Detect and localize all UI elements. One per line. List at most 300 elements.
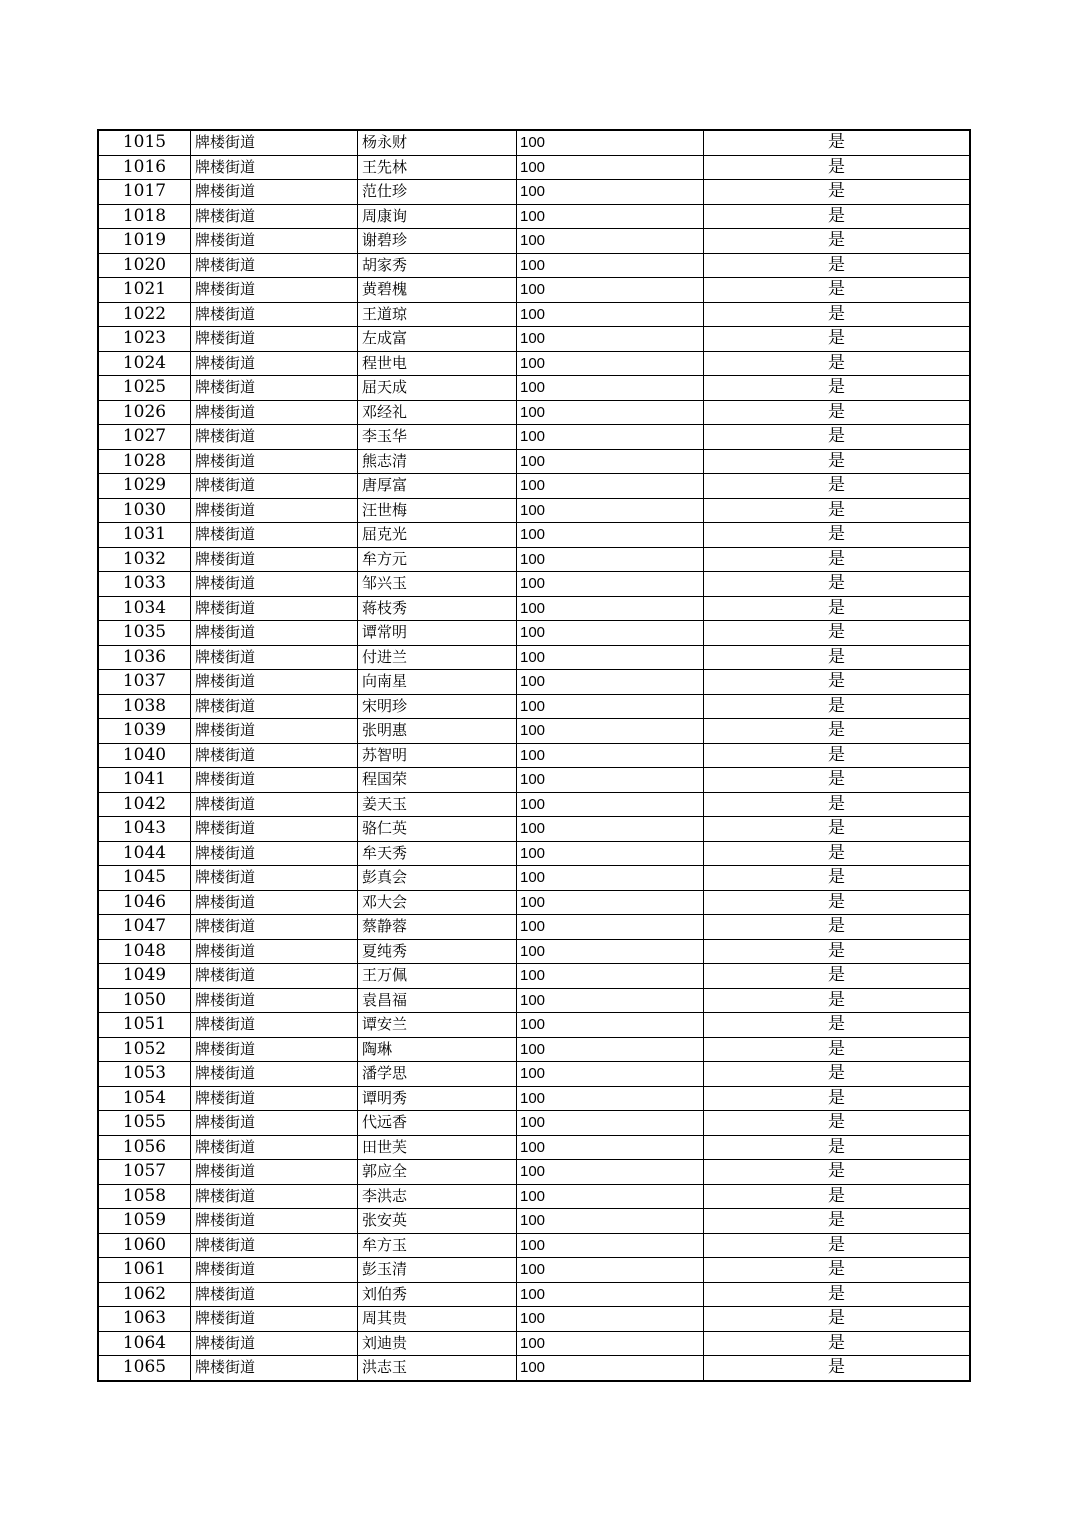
amount-cell: 100 — [517, 547, 704, 572]
table-row — [98, 400, 970, 425]
table-row — [98, 253, 970, 278]
amount-cell: 100 — [517, 1111, 704, 1136]
street-cell: 牌楼街道 — [191, 1307, 358, 1332]
street-cell: 牌楼街道 — [191, 1258, 358, 1283]
row-number-cell: 1037 — [98, 670, 191, 695]
name-cell: 谭明秀 — [358, 1086, 517, 1111]
flag-cell: 是 — [704, 841, 971, 866]
table-row — [98, 498, 970, 523]
street-cell: 牌楼街道 — [191, 866, 358, 891]
street-cell: 牌楼街道 — [191, 229, 358, 254]
row-number-cell: 1039 — [98, 719, 191, 744]
flag-cell: 是 — [704, 1356, 971, 1381]
flag-cell: 是 — [704, 180, 971, 205]
name-cell: 李洪志 — [358, 1184, 517, 1209]
row-number-cell: 1051 — [98, 1013, 191, 1038]
row-number-cell: 1027 — [98, 425, 191, 450]
name-cell: 苏智明 — [358, 743, 517, 768]
row-number-cell: 1017 — [98, 180, 191, 205]
flag-cell: 是 — [704, 302, 971, 327]
name-cell: 骆仁英 — [358, 817, 517, 842]
street-cell: 牌楼街道 — [191, 376, 358, 401]
name-cell: 姜天玉 — [358, 792, 517, 817]
amount-cell: 100 — [517, 719, 704, 744]
row-number-cell: 1062 — [98, 1282, 191, 1307]
amount-cell: 100 — [517, 1013, 704, 1038]
amount-cell: 100 — [517, 988, 704, 1013]
flag-cell: 是 — [704, 547, 971, 572]
amount-cell: 100 — [517, 841, 704, 866]
table-row — [98, 351, 970, 376]
row-number-cell: 1031 — [98, 523, 191, 548]
row-number-cell: 1046 — [98, 890, 191, 915]
street-cell: 牌楼街道 — [191, 645, 358, 670]
row-number-cell: 1024 — [98, 351, 191, 376]
name-cell: 蔡静蓉 — [358, 915, 517, 940]
name-cell: 谢碧珍 — [358, 229, 517, 254]
street-cell: 牌楼街道 — [191, 988, 358, 1013]
flag-cell: 是 — [704, 1037, 971, 1062]
street-cell: 牌楼街道 — [191, 1111, 358, 1136]
amount-cell: 100 — [517, 1356, 704, 1381]
name-cell: 陶琳 — [358, 1037, 517, 1062]
street-cell: 牌楼街道 — [191, 1233, 358, 1258]
table-row — [98, 180, 970, 205]
roster-table-body — [98, 130, 970, 1381]
name-cell: 杨永财 — [358, 130, 517, 155]
street-cell: 牌楼街道 — [191, 1086, 358, 1111]
street-cell: 牌楼街道 — [191, 498, 358, 523]
amount-cell: 100 — [517, 523, 704, 548]
street-cell: 牌楼街道 — [191, 474, 358, 499]
flag-cell: 是 — [704, 1258, 971, 1283]
name-cell: 张安英 — [358, 1209, 517, 1234]
street-cell: 牌楼街道 — [191, 253, 358, 278]
row-number-cell: 1016 — [98, 155, 191, 180]
table-row — [98, 278, 970, 303]
street-cell: 牌楼街道 — [191, 792, 358, 817]
name-cell: 刘迪贵 — [358, 1331, 517, 1356]
table-row — [98, 817, 970, 842]
table-row — [98, 890, 970, 915]
name-cell: 谭安兰 — [358, 1013, 517, 1038]
table-row — [98, 988, 970, 1013]
street-cell: 牌楼街道 — [191, 449, 358, 474]
flag-cell: 是 — [704, 792, 971, 817]
name-cell: 李玉华 — [358, 425, 517, 450]
amount-cell: 100 — [517, 229, 704, 254]
amount-cell: 100 — [517, 1086, 704, 1111]
table-row — [98, 915, 970, 940]
flag-cell: 是 — [704, 1209, 971, 1234]
name-cell: 左成富 — [358, 327, 517, 352]
table-row — [98, 229, 970, 254]
row-number-cell: 1049 — [98, 964, 191, 989]
amount-cell: 100 — [517, 743, 704, 768]
flag-cell: 是 — [704, 1135, 971, 1160]
amount-cell: 100 — [517, 327, 704, 352]
name-cell: 邓大会 — [358, 890, 517, 915]
row-number-cell: 1059 — [98, 1209, 191, 1234]
row-number-cell: 1029 — [98, 474, 191, 499]
flag-cell: 是 — [704, 229, 971, 254]
flag-cell: 是 — [704, 939, 971, 964]
flag-cell: 是 — [704, 719, 971, 744]
street-cell: 牌楼街道 — [191, 278, 358, 303]
name-cell: 洪志玉 — [358, 1356, 517, 1381]
street-cell: 牌楼街道 — [191, 425, 358, 450]
amount-cell: 100 — [517, 645, 704, 670]
name-cell: 刘伯秀 — [358, 1282, 517, 1307]
amount-cell: 100 — [517, 768, 704, 793]
amount-cell: 100 — [517, 596, 704, 621]
flag-cell: 是 — [704, 964, 971, 989]
amount-cell: 100 — [517, 253, 704, 278]
flag-cell: 是 — [704, 155, 971, 180]
flag-cell: 是 — [704, 1233, 971, 1258]
table-row — [98, 449, 970, 474]
amount-cell: 100 — [517, 1184, 704, 1209]
flag-cell: 是 — [704, 988, 971, 1013]
flag-cell: 是 — [704, 400, 971, 425]
row-number-cell: 1043 — [98, 817, 191, 842]
table-row — [98, 425, 970, 450]
name-cell: 王道琼 — [358, 302, 517, 327]
flag-cell: 是 — [704, 1013, 971, 1038]
street-cell: 牌楼街道 — [191, 1356, 358, 1381]
table-row — [98, 768, 970, 793]
table-row — [98, 841, 970, 866]
table-row — [98, 1209, 970, 1234]
row-number-cell: 1034 — [98, 596, 191, 621]
flag-cell: 是 — [704, 130, 971, 155]
flag-cell: 是 — [704, 1282, 971, 1307]
row-number-cell: 1053 — [98, 1062, 191, 1087]
name-cell: 郭应全 — [358, 1160, 517, 1185]
amount-cell: 100 — [517, 939, 704, 964]
flag-cell: 是 — [704, 1307, 971, 1332]
street-cell: 牌楼街道 — [191, 890, 358, 915]
row-number-cell: 1038 — [98, 694, 191, 719]
amount-cell: 100 — [517, 1209, 704, 1234]
name-cell: 谭常明 — [358, 621, 517, 646]
street-cell: 牌楼街道 — [191, 743, 358, 768]
table-row — [98, 547, 970, 572]
table-row — [98, 1086, 970, 1111]
name-cell: 牟方元 — [358, 547, 517, 572]
flag-cell: 是 — [704, 204, 971, 229]
flag-cell: 是 — [704, 449, 971, 474]
amount-cell: 100 — [517, 1233, 704, 1258]
name-cell: 周其贵 — [358, 1307, 517, 1332]
flag-cell: 是 — [704, 596, 971, 621]
name-cell: 周康询 — [358, 204, 517, 229]
street-cell: 牌楼街道 — [191, 964, 358, 989]
table-row — [98, 1037, 970, 1062]
flag-cell: 是 — [704, 621, 971, 646]
row-number-cell: 1022 — [98, 302, 191, 327]
row-number-cell: 1040 — [98, 743, 191, 768]
street-cell: 牌楼街道 — [191, 572, 358, 597]
flag-cell: 是 — [704, 768, 971, 793]
row-number-cell: 1060 — [98, 1233, 191, 1258]
name-cell: 邹兴玉 — [358, 572, 517, 597]
amount-cell: 100 — [517, 1135, 704, 1160]
street-cell: 牌楼街道 — [191, 1062, 358, 1087]
street-cell: 牌楼街道 — [191, 1331, 358, 1356]
amount-cell: 100 — [517, 474, 704, 499]
table-row — [98, 155, 970, 180]
amount-cell: 100 — [517, 1331, 704, 1356]
table-row — [98, 523, 970, 548]
street-cell: 牌楼街道 — [191, 1135, 358, 1160]
street-cell: 牌楼街道 — [191, 400, 358, 425]
street-cell: 牌楼街道 — [191, 302, 358, 327]
flag-cell: 是 — [704, 743, 971, 768]
flag-cell: 是 — [704, 1331, 971, 1356]
amount-cell: 100 — [517, 180, 704, 205]
name-cell: 代远香 — [358, 1111, 517, 1136]
street-cell: 牌楼街道 — [191, 1037, 358, 1062]
table-row — [98, 302, 970, 327]
row-number-cell: 1054 — [98, 1086, 191, 1111]
table-row — [98, 327, 970, 352]
street-cell: 牌楼街道 — [191, 694, 358, 719]
amount-cell: 100 — [517, 964, 704, 989]
flag-cell: 是 — [704, 1184, 971, 1209]
table-row — [98, 1356, 970, 1381]
flag-cell: 是 — [704, 817, 971, 842]
table-row — [98, 792, 970, 817]
street-cell: 牌楼街道 — [191, 719, 358, 744]
flag-cell: 是 — [704, 1086, 971, 1111]
name-cell: 付进兰 — [358, 645, 517, 670]
table-row — [98, 1135, 970, 1160]
table-row — [98, 1013, 970, 1038]
street-cell: 牌楼街道 — [191, 204, 358, 229]
table-row — [98, 572, 970, 597]
table-row — [98, 376, 970, 401]
table-row — [98, 1307, 970, 1332]
street-cell: 牌楼街道 — [191, 670, 358, 695]
row-number-cell: 1050 — [98, 988, 191, 1013]
table-row — [98, 645, 970, 670]
row-number-cell: 1021 — [98, 278, 191, 303]
name-cell: 王先林 — [358, 155, 517, 180]
row-number-cell: 1045 — [98, 866, 191, 891]
amount-cell: 100 — [517, 425, 704, 450]
row-number-cell: 1033 — [98, 572, 191, 597]
row-number-cell: 1065 — [98, 1356, 191, 1381]
amount-cell: 100 — [517, 1282, 704, 1307]
flag-cell: 是 — [704, 1160, 971, 1185]
row-number-cell: 1041 — [98, 768, 191, 793]
flag-cell: 是 — [704, 645, 971, 670]
row-number-cell: 1048 — [98, 939, 191, 964]
amount-cell: 100 — [517, 694, 704, 719]
name-cell: 潘学思 — [358, 1062, 517, 1087]
name-cell: 汪世梅 — [358, 498, 517, 523]
table-row — [98, 719, 970, 744]
amount-cell: 100 — [517, 351, 704, 376]
name-cell: 程国荣 — [358, 768, 517, 793]
amount-cell: 100 — [517, 1307, 704, 1332]
street-cell: 牌楼街道 — [191, 351, 358, 376]
street-cell: 牌楼街道 — [191, 817, 358, 842]
amount-cell: 100 — [517, 915, 704, 940]
row-number-cell: 1015 — [98, 130, 191, 155]
name-cell: 向南星 — [358, 670, 517, 695]
street-cell: 牌楼街道 — [191, 1160, 358, 1185]
amount-cell: 100 — [517, 817, 704, 842]
street-cell: 牌楼街道 — [191, 915, 358, 940]
row-number-cell: 1020 — [98, 253, 191, 278]
roster-table — [97, 129, 971, 1382]
street-cell: 牌楼街道 — [191, 547, 358, 572]
name-cell: 唐厚富 — [358, 474, 517, 499]
flag-cell: 是 — [704, 1062, 971, 1087]
table-row — [98, 204, 970, 229]
table-row — [98, 1331, 970, 1356]
name-cell: 彭玉清 — [358, 1258, 517, 1283]
name-cell: 蒋枝秀 — [358, 596, 517, 621]
flag-cell: 是 — [704, 523, 971, 548]
name-cell: 彭真会 — [358, 866, 517, 891]
table-row — [98, 1160, 970, 1185]
name-cell: 邓经礼 — [358, 400, 517, 425]
flag-cell: 是 — [704, 572, 971, 597]
amount-cell: 100 — [517, 130, 704, 155]
amount-cell: 100 — [517, 866, 704, 891]
street-cell: 牌楼街道 — [191, 621, 358, 646]
amount-cell: 100 — [517, 449, 704, 474]
table-row — [98, 964, 970, 989]
row-number-cell: 1055 — [98, 1111, 191, 1136]
table-row — [98, 743, 970, 768]
street-cell: 牌楼街道 — [191, 1184, 358, 1209]
table-row — [98, 670, 970, 695]
amount-cell: 100 — [517, 792, 704, 817]
flag-cell: 是 — [704, 915, 971, 940]
amount-cell: 100 — [517, 890, 704, 915]
street-cell: 牌楼街道 — [191, 841, 358, 866]
name-cell: 熊志清 — [358, 449, 517, 474]
amount-cell: 100 — [517, 572, 704, 597]
row-number-cell: 1030 — [98, 498, 191, 523]
name-cell: 夏纯秀 — [358, 939, 517, 964]
amount-cell: 100 — [517, 1258, 704, 1283]
table-row — [98, 130, 970, 155]
street-cell: 牌楼街道 — [191, 180, 358, 205]
amount-cell: 100 — [517, 1062, 704, 1087]
street-cell: 牌楼街道 — [191, 1013, 358, 1038]
table-row — [98, 866, 970, 891]
amount-cell: 100 — [517, 1037, 704, 1062]
row-number-cell: 1035 — [98, 621, 191, 646]
name-cell: 王万佩 — [358, 964, 517, 989]
amount-cell: 100 — [517, 376, 704, 401]
street-cell: 牌楼街道 — [191, 596, 358, 621]
table-row — [98, 596, 970, 621]
flag-cell: 是 — [704, 694, 971, 719]
row-number-cell: 1042 — [98, 792, 191, 817]
row-number-cell: 1056 — [98, 1135, 191, 1160]
table-row — [98, 474, 970, 499]
street-cell: 牌楼街道 — [191, 1209, 358, 1234]
table-row — [98, 1258, 970, 1283]
row-number-cell: 1019 — [98, 229, 191, 254]
flag-cell: 是 — [704, 866, 971, 891]
flag-cell: 是 — [704, 351, 971, 376]
street-cell: 牌楼街道 — [191, 523, 358, 548]
row-number-cell: 1023 — [98, 327, 191, 352]
row-number-cell: 1044 — [98, 841, 191, 866]
amount-cell: 100 — [517, 400, 704, 425]
name-cell: 黄碧槐 — [358, 278, 517, 303]
flag-cell: 是 — [704, 498, 971, 523]
amount-cell: 100 — [517, 302, 704, 327]
street-cell: 牌楼街道 — [191, 130, 358, 155]
street-cell: 牌楼街道 — [191, 1282, 358, 1307]
name-cell: 范仕珍 — [358, 180, 517, 205]
amount-cell: 100 — [517, 621, 704, 646]
table-row — [98, 939, 970, 964]
table-row — [98, 1282, 970, 1307]
table-row — [98, 1233, 970, 1258]
table-row — [98, 1111, 970, 1136]
amount-cell: 100 — [517, 204, 704, 229]
street-cell: 牌楼街道 — [191, 768, 358, 793]
name-cell: 袁昌福 — [358, 988, 517, 1013]
flag-cell: 是 — [704, 670, 971, 695]
flag-cell: 是 — [704, 1111, 971, 1136]
row-number-cell: 1036 — [98, 645, 191, 670]
row-number-cell: 1052 — [98, 1037, 191, 1062]
name-cell: 宋明珍 — [358, 694, 517, 719]
row-number-cell: 1064 — [98, 1331, 191, 1356]
name-cell: 张明惠 — [358, 719, 517, 744]
row-number-cell: 1025 — [98, 376, 191, 401]
name-cell: 牟天秀 — [358, 841, 517, 866]
row-number-cell: 1061 — [98, 1258, 191, 1283]
amount-cell: 100 — [517, 155, 704, 180]
street-cell: 牌楼街道 — [191, 327, 358, 352]
row-number-cell: 1028 — [98, 449, 191, 474]
table-row — [98, 1062, 970, 1087]
flag-cell: 是 — [704, 327, 971, 352]
table-row — [98, 621, 970, 646]
flag-cell: 是 — [704, 425, 971, 450]
name-cell: 屈天成 — [358, 376, 517, 401]
row-number-cell: 1058 — [98, 1184, 191, 1209]
street-cell: 牌楼街道 — [191, 155, 358, 180]
flag-cell: 是 — [704, 474, 971, 499]
row-number-cell: 1047 — [98, 915, 191, 940]
table-row — [98, 694, 970, 719]
flag-cell: 是 — [704, 890, 971, 915]
row-number-cell: 1032 — [98, 547, 191, 572]
name-cell: 屈克光 — [358, 523, 517, 548]
name-cell: 胡家秀 — [358, 253, 517, 278]
row-number-cell: 1026 — [98, 400, 191, 425]
flag-cell: 是 — [704, 278, 971, 303]
amount-cell: 100 — [517, 1160, 704, 1185]
row-number-cell: 1057 — [98, 1160, 191, 1185]
table-row — [98, 1184, 970, 1209]
flag-cell: 是 — [704, 253, 971, 278]
amount-cell: 100 — [517, 278, 704, 303]
flag-cell: 是 — [704, 376, 971, 401]
